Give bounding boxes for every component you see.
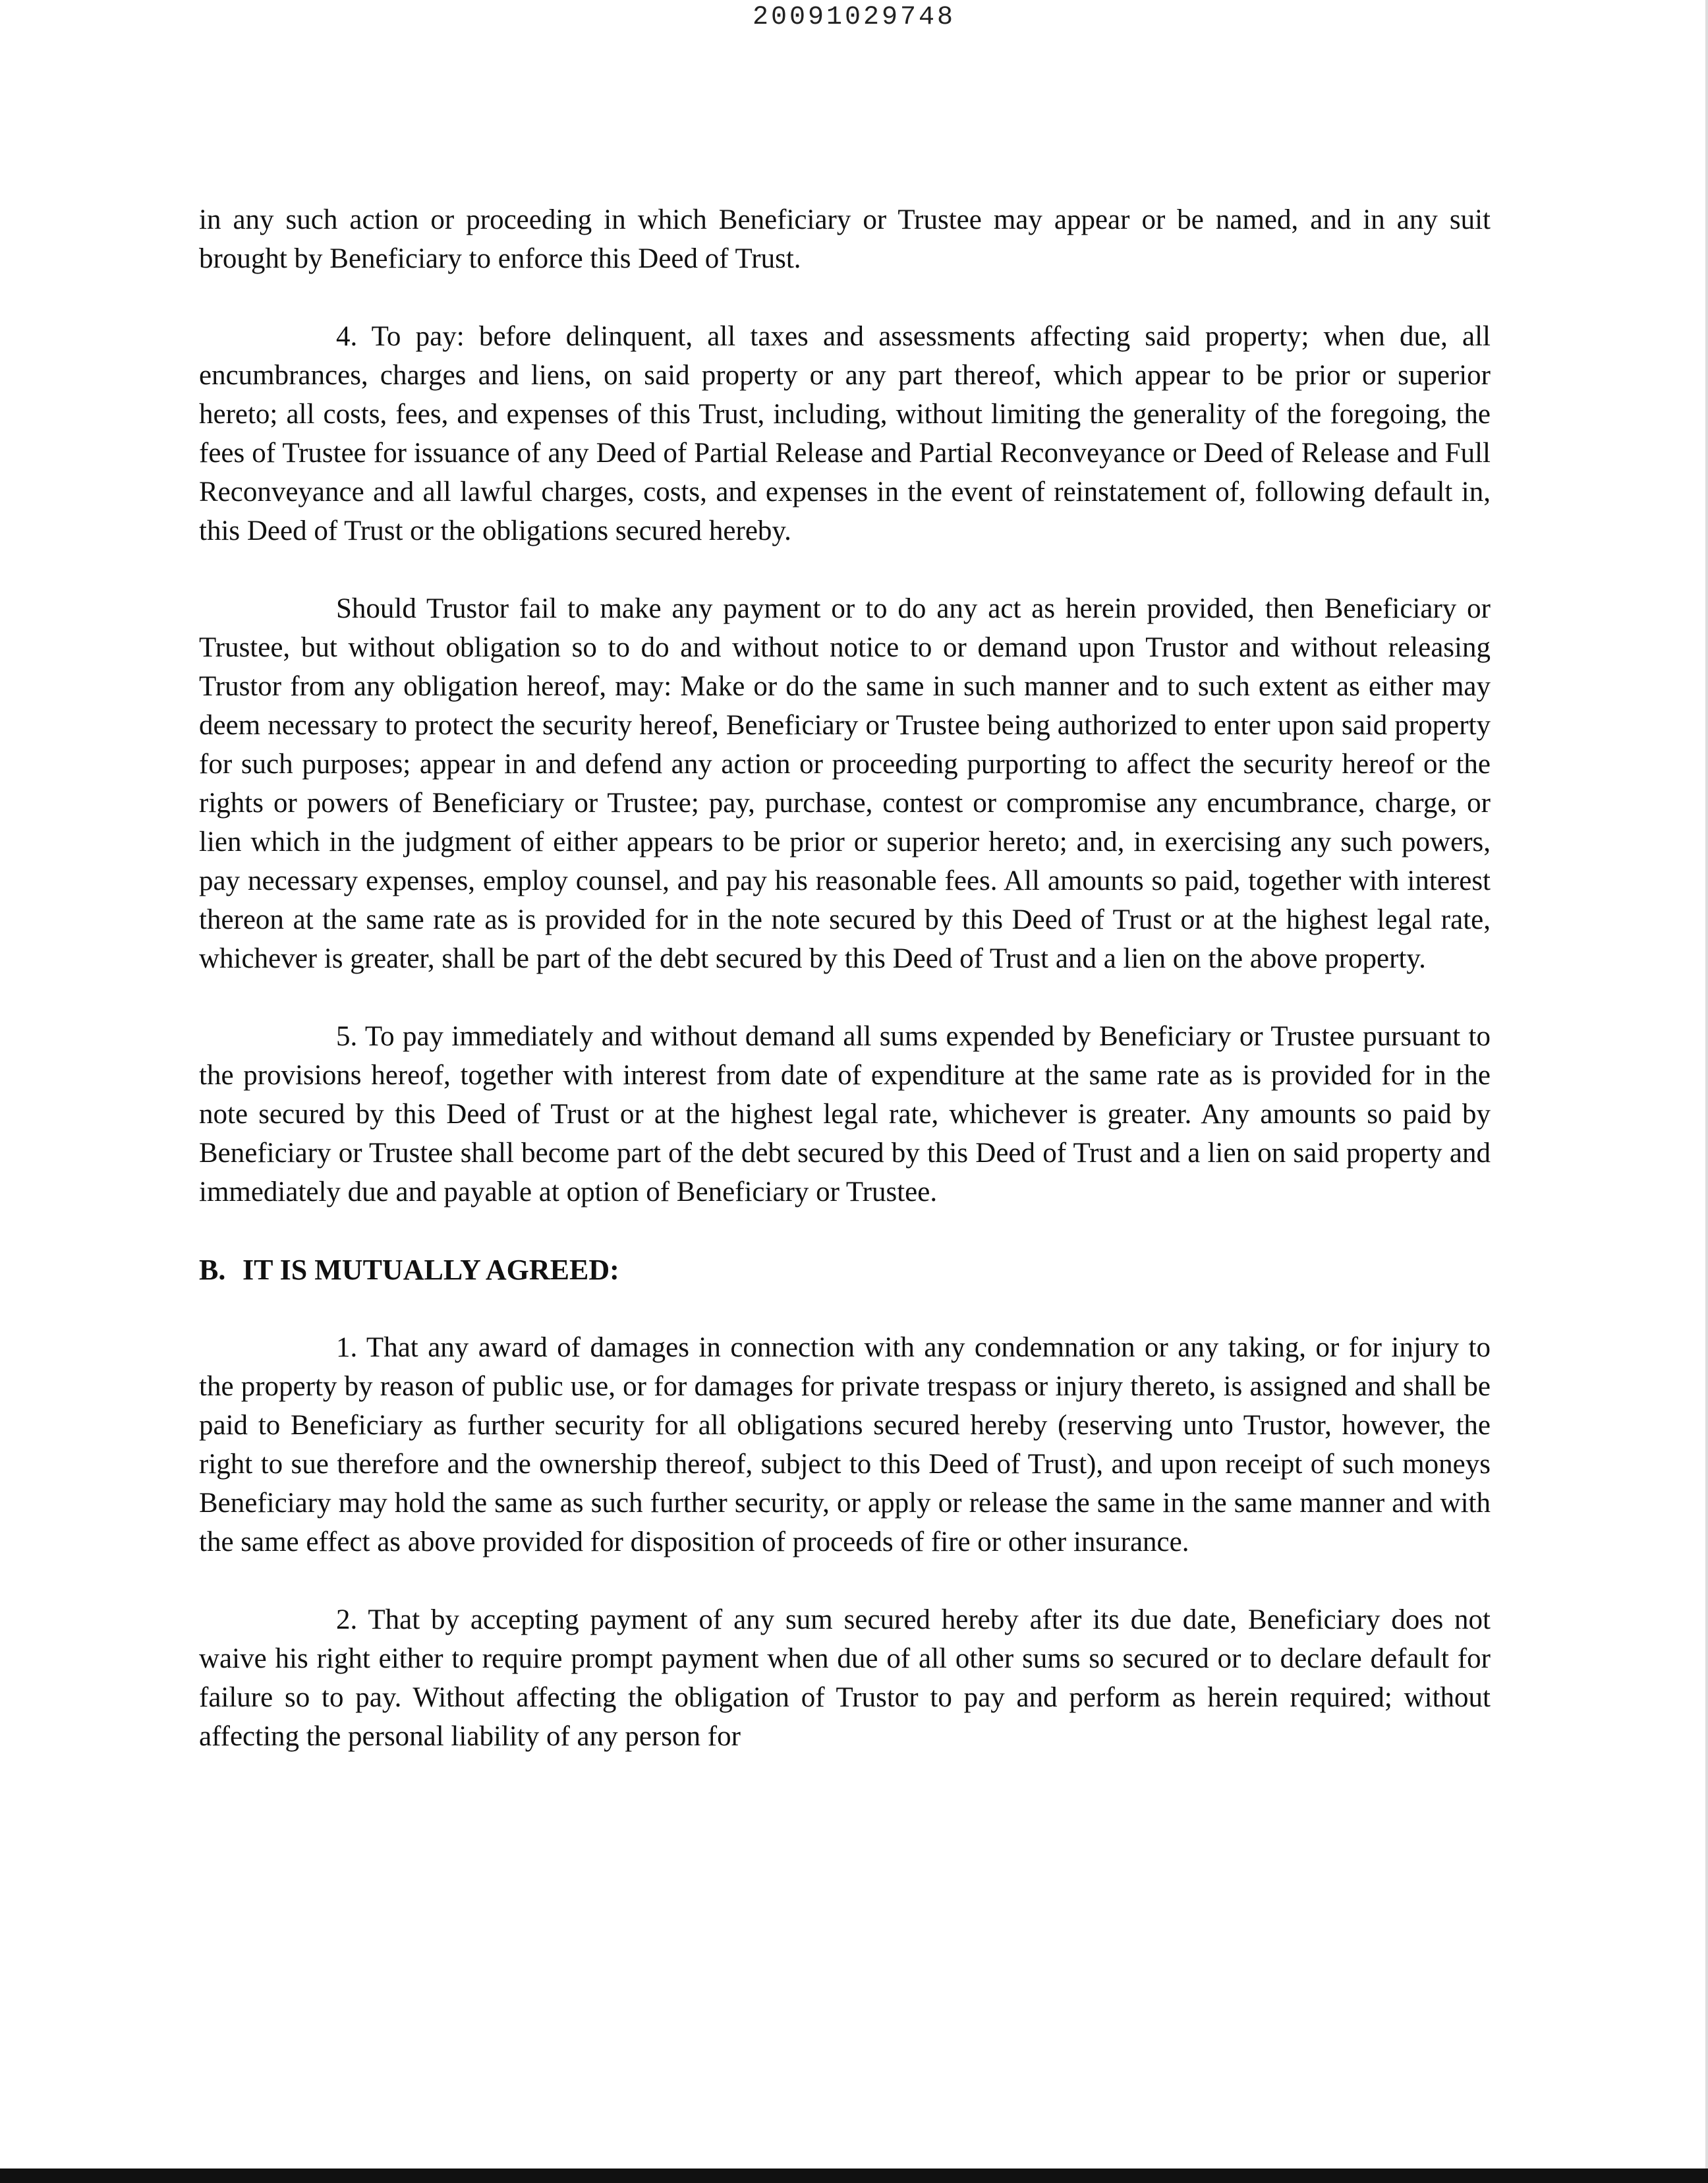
scan-edge-bottom [0,2168,1708,2183]
paragraph-continuation: in any such action or proceeding in which Beneficiary or Trustee may appear or be named, and in any suit brought by Beneficiary to enforce this Deed of Trust. [199,204,1491,274]
section-b-label: B. [199,1254,226,1286]
paragraph-item-4: 4. To pay: before delinquent, all taxes and assessments affecting said property; when due, all encumbrances, charges and liens, on said property or any part thereof, which appear to be prior or superior hereto; all costs, fees, and expenses of this Trust, including, without limiting the generality of the foregoing, the fees of Trustee for issuance of any Deed of Partial Release and Partial Reconveyance or Deed of Release and Full Reconveyance and all lawful charges, costs, and expenses in the event of reinstatement of, following default in, this Deed of Trust or the obligations secured hereby. [199,321,1491,546]
section-b-title: IT IS MUTUALLY AGREED: [242,1254,619,1286]
document-number: 20091029748 [752,3,956,32]
paragraph-b-item-2: 2. That by accepting payment of any sum secured hereby after its due date, Beneficiary does not waive his right either to require prompt payment when due of all other sums so secured or to declare default for failure so to pay. Without affecting the obligation of Trustor to pay and perform as herein required; without affecting the personal liability of any person for [199,1604,1491,1752]
scan-edge-right [1705,0,1708,2183]
paragraph-item-5: 5. To pay immediately and without demand all sums expended by Beneficiary or Trustee pursuant to the provisions hereof, together with interest from date of expenditure at the same rate as is provided for in the note secured by this Deed of Trust or at the highest legal rate, whichever is greater. Any amounts so paid by Beneficiary or Trustee shall become part of the debt secured by this Deed of Trust and a lien on said property and immediately due and payable at option of Beneficiary or Trustee. [199,1021,1491,1208]
paragraph-trustor-default: Should Trustor fail to make any payment or to do any act as herein provided, then Beneficiary or Trustee, but without obligation so to do and without notice to or demand upon Trustor and without releasing Trustor from any obligation hereof, may: Make or do the same in such manner and to such extent as either may deem necessary to protect the security hereof, Beneficiary or Trustee being authorized to enter upon said property for such purposes; appear in and defend any action or proceeding purporting to affect the security hereof or the rights or powers of Beneficiary or Trustee; pay, purchase, contest or compromise any encumbrance, charge, or lien which in the judgment of either appears to be prior or superior hereto; and, in exercising any such powers, pay necessary expenses, employ counsel, and pay his reasonable fees. All amounts so paid, together with interest thereon at the same rate as is provided for in the note secured by this Deed of Trust or at the highest legal rate, whichever is greater, shall be part of the debt secured by this Deed of Trust and a lien on the above property. [199,593,1491,974]
document-body [199,200,1491,1795]
paragraph-b-item-1: 1. That any award of damages in connection with any condemnation or any taking, or for injury to the property by reason of public use, or for damages for private trespass or injury thereto, is assigned and shall be paid to Beneficiary as further security for all obligations secured hereby (reserving unto Trustor, however, the right to sue therefore and the ownership thereof, subject to this Deed of Trust), and upon receipt of such moneys Beneficiary may hold the same as such further security, or apply or release the same in the same manner and with the same effect as above provided for disposition of proceeds of fire or other insurance. [199,1332,1491,1557]
section-heading-b [199,1250,1491,1289]
